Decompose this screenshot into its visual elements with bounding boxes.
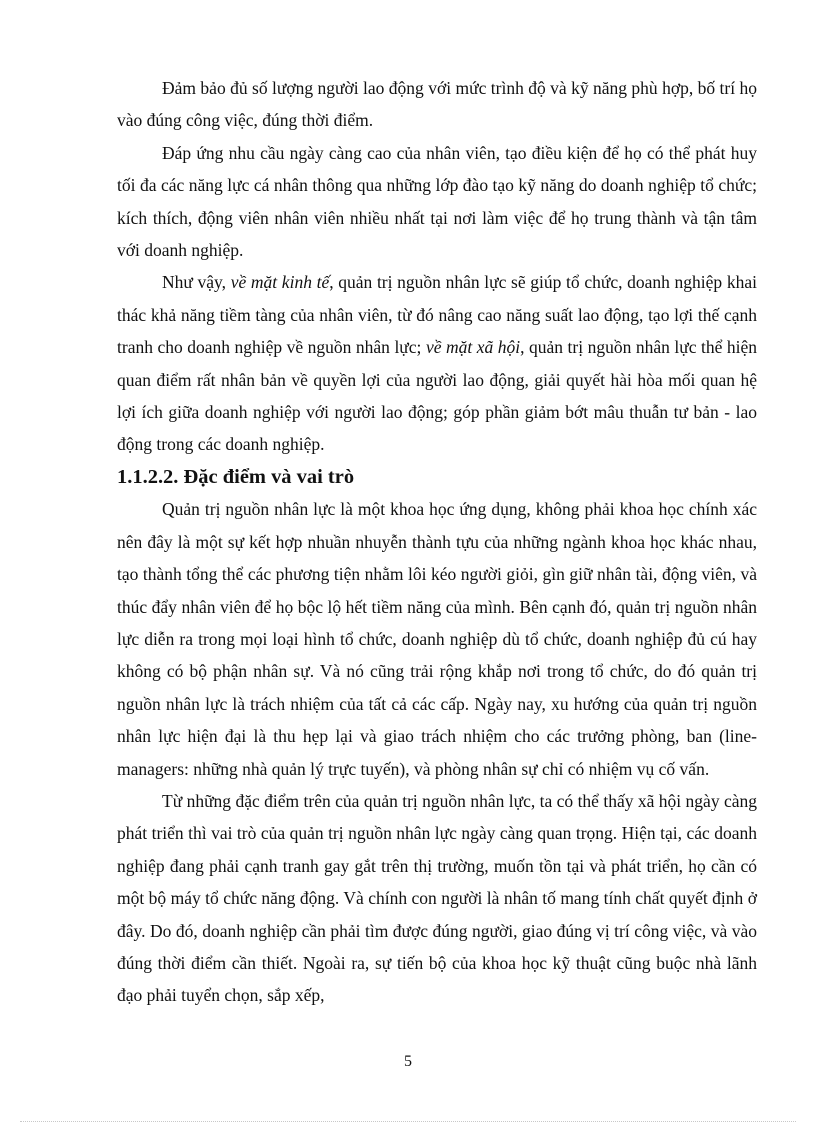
- paragraph-staffing: Đảm bảo đủ số lượng người lao động với mức trình độ và kỹ năng phù hợp, bố trí họ vào đúng công việc, đúng thời điểm.: [117, 78, 757, 131]
- section-heading: 1.1.2.2. Đặc điểm và vai trò: [117, 465, 355, 488]
- emphasis-economic: về mặt kinh tế: [230, 272, 330, 293]
- paragraph-role: Từ những đặc điểm trên của quản trị nguồn nhân lực, ta có thể thấy xã hội ngày càng phát triển thì vai trò của quản trị nguồn nhân lực ngày càng quan trọng. Hiện tại, các doanh nghiệp đang phải cạnh tranh gay gắt trên thị trường, muốn tồn tại và phát triển, họ cần có một bộ máy tổ chức năng động. Và chính con người là nhân tố mang tính chất quyết định ở đây. Do đó, doanh nghiệp cần phải tìm được đúng người, giao đúng vị trí công việc, và vào đúng thời điểm cần thiết. Ngoài ra, sự tiến bộ của khoa học kỹ thuật cũng buộc nhà lãnh đạo phải tuyển chọn, sắp xếp,: [117, 790, 757, 1006]
- paragraph-economic-social: [117, 266, 757, 460]
- paragraph-characteristics: Quản trị nguồn nhân lực là một khoa học ứng dụng, không phải khoa học chính xác nên đây là một sự kết hợp nhuần nhuyễn thành tựu của những ngành khoa học khác nhau, tạo thành tổng thể các phương tiện nhằm lôi kéo người giỏi, gìn giữ nhân tài, động viên, và thúc đẩy nhân viên để họ bộc lộ hết tiềm năng của mình. Bên cạnh đó, quản trị nguồn nhân lực diễn ra trong mọi loại hình tổ chức, doanh nghiệp dù tổ chức, doanh nghiệp đủ cú hay không có bộ phận nhân sự. Và nó cũng trải rộng khắp nơi trong tổ chức, do đó quản trị nguồn nhân lực là trách nhiệm của tất cả các cấp. Ngày nay, xu hướng của quản trị nguồn nhân lực hiện đại là thu hẹp lại và giao trách nhiệm cho các trưởng phòng, ban (line-managers: những nhà quản lý trực tuyến), và phòng nhân sự chỉ có nhiệm vụ cố vấn.: [117, 499, 757, 779]
- paragraph-text-segment: Như vậy,: [162, 272, 231, 293]
- document-body: [117, 72, 757, 1012]
- page-number: 5: [404, 1053, 412, 1070]
- emphasis-social: về mặt xã hội: [425, 337, 521, 358]
- page-bottom-divider: [20, 1121, 796, 1122]
- paragraph-text-segment: , quản trị nguồn nhân lực sẽ giúp tổ chức, doanh nghiệp khai thác khả năng tiềm tàng của nhân viên, từ đó nâng cao năng suất lao động, tạo lợi thế cạnh tranh cho doanh nghiệp về nguồn nhân lực;: [117, 272, 757, 358]
- paragraph-text-segment: , quản trị nguồn nhân lực thể hiện quan điểm rất nhân bản về quyền lợi của người lao động, giải quyết hài hòa mối quan hệ lợi ích giữa doanh nghiệp với người lao động; góp phần giảm bớt mâu thuẫn tư bản - lao động trong các doanh nghiệp.: [117, 337, 757, 455]
- paragraph-employee-needs: Đáp ứng nhu cầu ngày càng cao của nhân viên, tạo điều kiện để họ có thể phát huy tối đa các năng lực cá nhân thông qua những lớp đào tạo kỹ năng do doanh nghiệp tổ chức; kích thích, động viên nhân viên nhiều nhất tại nơi làm việc để họ trung thành và tận tâm với doanh nghiệp.: [117, 142, 757, 261]
